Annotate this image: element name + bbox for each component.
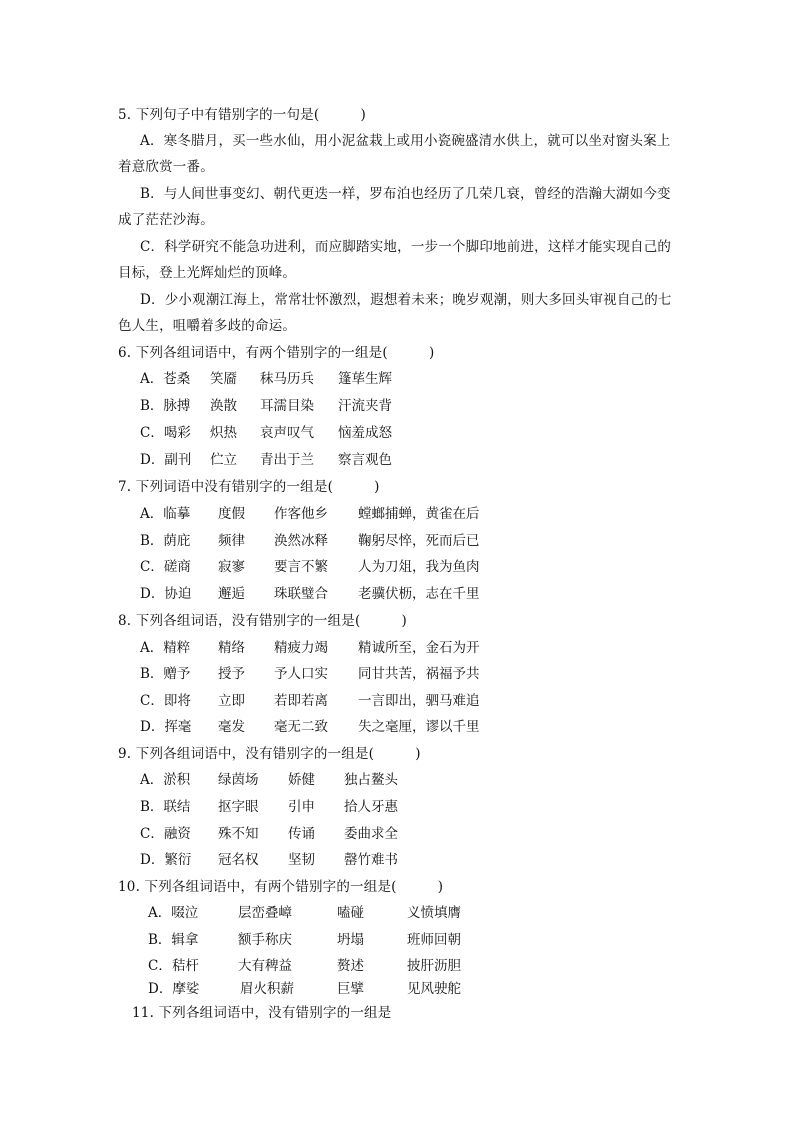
q6-a-label-word1: A．苍桑 <box>140 371 191 387</box>
q8-c-word2: 立即 <box>218 693 245 709</box>
q6-a-word4: 篷荜生辉 <box>338 371 392 387</box>
question-5-stem: 5. 下列句子中有错别字的一句是( ) <box>118 107 366 123</box>
q9-a-word4: 独占鳌头 <box>344 772 398 788</box>
q10-a-word3: 嗑碰 <box>337 905 364 921</box>
q8-a-word4: 精诚所至，金石为开 <box>358 640 480 656</box>
q8-d-word1: D．挥毫 <box>140 719 192 735</box>
q8-b-word4: 同甘共苦，祸福予共 <box>358 666 480 682</box>
q9-a-word1: A．淤积 <box>140 772 191 788</box>
q10-d-word2: 眉火积薪 <box>240 981 294 997</box>
q6-d-word4: 察言观色 <box>338 452 392 468</box>
q10-b-word4: 班师回朝 <box>407 932 461 948</box>
q10-d-word3: 巨擘 <box>337 981 364 997</box>
q10-a-word4: 义愤填膺 <box>407 905 461 921</box>
q8-c-word1: C．即将 <box>140 693 191 709</box>
q5-option-b-line1: B．与人间世事变幻、朝代更迭一样，罗布泊也经历了几荣几衰，曾经的浩瀚大湖如今变 <box>140 186 671 202</box>
q9-a-word2: 绿茵场 <box>218 772 259 788</box>
q8-b-word3: 予人口实 <box>274 666 328 682</box>
q7-d-word2: 邂逅 <box>218 586 245 602</box>
question-6-stem: 6. 下列各组词语中，有两个错别字的一组是( ) <box>118 345 435 361</box>
q9-d-word1: D．繁衍 <box>140 852 192 868</box>
q5-option-a-line2: 着意欣赏一番。 <box>118 159 214 175</box>
q6-a-word3: 秣马历兵 <box>260 371 314 387</box>
q10-d-word4: 见风驶舵 <box>407 981 461 997</box>
q9-d-word4: 罄竹难书 <box>344 852 398 868</box>
q6-c-word3: 哀声叹气 <box>260 425 314 441</box>
q10-c-word3: 赘述 <box>337 958 364 974</box>
q7-c-word2: 寂寥 <box>218 559 245 575</box>
q8-c-word3: 若即若离 <box>274 693 328 709</box>
q8-b-word2: 授予 <box>218 666 245 682</box>
q9-c-word4: 委曲求全 <box>344 826 398 842</box>
q9-a-word3: 娇健 <box>288 772 315 788</box>
q6-d-word2: 伫立 <box>210 452 237 468</box>
q6-b-label-word1: B．脉搏 <box>140 398 191 414</box>
q7-c-word4: 人为刀俎，我为鱼肉 <box>358 559 480 575</box>
q10-c-word4: 披肝沥胆 <box>407 958 461 974</box>
q7-b-word4: 鞠躬尽悴，死而后已 <box>358 533 480 549</box>
q5-option-a-line1: A．寒冬腊月，买一些水仙，用小泥盆栽上或用小瓷碗盛清水供上，就可以坐对窗头案上 <box>140 133 671 149</box>
q9-b-word1: B．联结 <box>140 799 191 815</box>
q6-b-word2: 涣散 <box>210 398 237 414</box>
q5-option-c-line2: 目标，登上光辉灿烂的顶峰。 <box>118 265 297 281</box>
q6-c-label-word1: C．喝彩 <box>140 425 191 441</box>
q7-b-word1: B．荫庇 <box>140 533 191 549</box>
q7-a-word4: 螳螂捕蝉，黄雀在后 <box>358 506 480 522</box>
q10-c-word1: C．秸杆 <box>148 958 199 974</box>
question-8-stem: 8. 下列各组词语，没有错别字的一组是( ) <box>118 613 408 629</box>
q8-d-word4: 失之毫厘，谬以千里 <box>358 719 480 735</box>
q6-d-label-word1: D．副刊 <box>140 452 192 468</box>
q7-c-word3: 要言不繁 <box>274 559 328 575</box>
q6-b-word4: 汗流夹背 <box>338 398 392 414</box>
question-10-stem: 10. 下列各组词语中，有两个错别字的一组是( ) <box>118 879 444 895</box>
q8-c-word4: 一言即出，驷马难追 <box>358 693 480 709</box>
q8-d-word2: 毫发 <box>218 719 245 735</box>
q8-b-word1: B．赠予 <box>140 666 191 682</box>
q8-a-word2: 精络 <box>218 640 245 656</box>
q8-a-word1: A．精粹 <box>140 640 191 656</box>
q9-b-word4: 拾人牙惠 <box>344 799 398 815</box>
q5-option-d-line2: 色人生，咀嚼着多歧的命运。 <box>118 318 297 334</box>
question-9-stem: 9. 下列各组词语中，没有错别字的一组是( ) <box>118 746 421 762</box>
q7-d-word4: 老骥伏枥，志在千里 <box>358 586 480 602</box>
q10-c-word2: 大有稗益 <box>238 958 292 974</box>
q7-d-word3: 珠联璧合 <box>274 586 328 602</box>
q10-a-word2: 层峦叠嶂 <box>238 905 292 921</box>
q10-b-word1: B．辑拿 <box>148 932 199 948</box>
q7-d-word1: D．协迫 <box>140 586 192 602</box>
q6-b-word3: 耳濡目染 <box>260 398 314 414</box>
q6-a-word2: 笑靥 <box>210 371 237 387</box>
q10-d-word1: D．摩娑 <box>148 981 200 997</box>
q6-c-word4: 恼羞成怒 <box>338 425 392 441</box>
q6-d-word3: 青出于兰 <box>260 452 314 468</box>
question-7-stem: 7. 下列词语中没有错别字的一组是( ) <box>118 479 380 495</box>
q7-b-word2: 频律 <box>218 533 245 549</box>
q7-a-word1: A．临摹 <box>140 506 191 522</box>
q9-c-word1: C．融资 <box>140 826 191 842</box>
q5-option-d-line1: D．少小观潮江海上，常常壮怀激烈，遐想着未来；晚岁观潮，则大多回头审视自己的七 <box>140 292 672 308</box>
q7-a-word2: 度假 <box>218 506 245 522</box>
q8-d-word3: 毫无二致 <box>274 719 328 735</box>
q5-option-c-line1: C．科学研究不能急功进利，而应脚踏实地，一步一个脚印地前进，这样才能实现自己的 <box>140 239 672 255</box>
q5-option-b-line2: 成了茫茫沙海。 <box>118 212 214 228</box>
question-11-stem: 11. 下列各组词语中，没有错别字的一组是 <box>132 1005 392 1021</box>
q9-c-word3: 传诵 <box>288 826 315 842</box>
q10-a-word1: A．啜泣 <box>148 905 199 921</box>
q9-d-word2: 冠名权 <box>218 852 259 868</box>
q7-b-word3: 涣然冰释 <box>274 533 328 549</box>
q9-d-word3: 坚韧 <box>288 852 315 868</box>
q7-a-word3: 作客他乡 <box>274 506 328 522</box>
q10-b-word2: 额手称庆 <box>238 932 292 948</box>
q9-b-word2: 抠字眼 <box>218 799 259 815</box>
q10-b-word3: 坍塌 <box>337 932 364 948</box>
q9-b-word3: 引申 <box>288 799 315 815</box>
q6-c-word2: 炽热 <box>210 425 237 441</box>
q8-a-word3: 精疲力竭 <box>274 640 328 656</box>
q7-c-word1: C．磋商 <box>140 559 191 575</box>
q9-c-word2: 殊不知 <box>218 826 259 842</box>
